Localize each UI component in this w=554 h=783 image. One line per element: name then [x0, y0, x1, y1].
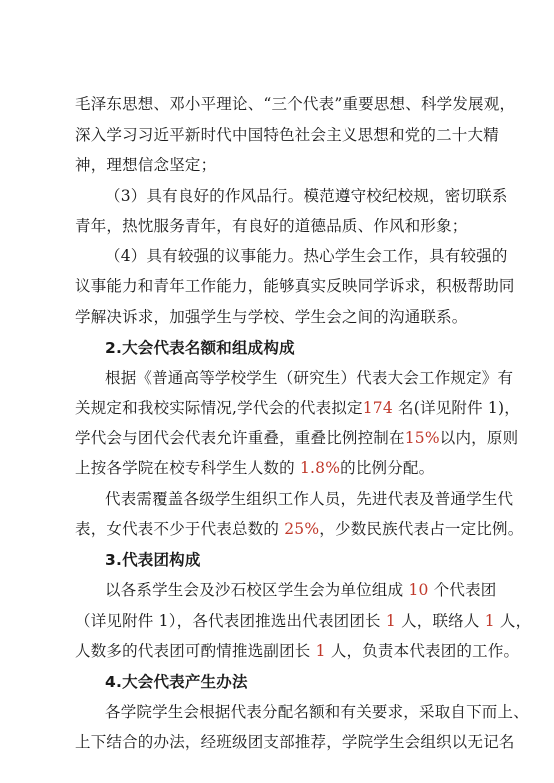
body-line: [75, 458, 481, 478]
body-line: （3）具有良好的作风品行。模范遵守校纪校规，密切联系: [105, 187, 508, 205]
text-fragment: 名(详见附件 1)，: [392, 399, 520, 417]
highlight-value: 10: [408, 581, 429, 599]
body-line: 毛泽东思想、邓小平理论、“三个代表”重要思想、科学发展观，: [75, 95, 516, 113]
body-line: 青年，热忱服务青年，有良好的道德品质、作风和形象；: [75, 217, 468, 235]
body-line: [105, 580, 497, 600]
body-line: 根据《普通高等学校学生（研究生）代表大会工作规定》有: [105, 369, 514, 387]
body-line: 上下结合的办法，经班级团支部推荐，学院学生会组织以无记名: [75, 733, 515, 751]
text-fragment: 人，联络人: [395, 612, 485, 630]
body-line: 神，理想信念坚定；: [75, 156, 217, 174]
text-fragment: （详见附件 1），各代表团推选出代表团团长: [75, 612, 386, 630]
body-line: 各学院学生会根据代表分配名额和有关要求，采取自下而上、: [105, 703, 529, 721]
highlight-value: 1: [315, 642, 326, 660]
body-line: 深入学习习近平新时代中国特色社会主义思想和党的二十大精: [75, 126, 499, 144]
highlight-value: 174: [362, 399, 393, 417]
body-line: [75, 641, 520, 661]
text-fragment: 以内，原则: [439, 429, 519, 447]
text-fragment: ，少数民族代表占一定比例。: [319, 520, 524, 538]
text-fragment: 个代表团: [428, 581, 497, 599]
text-fragment: 上按各学院在校专科学生人数的: [75, 459, 300, 477]
body-line: [75, 519, 524, 539]
highlight-value: 1.8%: [299, 459, 341, 477]
body-line: [75, 428, 519, 448]
text-fragment: 人数多的代表团可酌情推选副团长: [75, 642, 316, 660]
body-line: 学解决诉求，加强学生与学校、学生会之间的沟通联系。: [75, 308, 468, 326]
highlight-value: 1: [484, 612, 495, 630]
section-heading: 3.代表团构成: [105, 551, 201, 569]
text-fragment: 表，女代表不少于代表总数的: [75, 520, 285, 538]
text-fragment: 以各系学生会及沙石校区学生会为单位组成: [105, 581, 409, 599]
highlight-value: 15%: [404, 429, 440, 447]
text-fragment: 人，负责本代表团的工作。: [325, 642, 520, 660]
body-line: [75, 611, 532, 631]
body-line: 议事能力和青年工作能力，能够真实反映同学诉求，积极帮助同: [75, 277, 515, 295]
highlight-value: 25%: [284, 520, 320, 538]
section-heading: 2.大会代表名额和组成构成: [105, 339, 295, 357]
body-line: （4）具有较强的议事能力。热心学生会工作，具有较强的: [105, 247, 508, 265]
section-heading: 4.大会代表产生办法: [105, 673, 248, 691]
text-fragment: 学代会与团代会代表允许重叠，重叠比例控制在: [75, 429, 405, 447]
text-fragment: 的比例分配。: [340, 459, 435, 477]
body-line: 代表需覆盖各级学生组织工作人员，先进代表及普通学生代: [105, 490, 514, 508]
body-line: [75, 398, 520, 418]
text-fragment: 人，: [494, 612, 532, 630]
highlight-value: 1: [385, 612, 396, 630]
text-fragment: 关规定和我校实际情况,学代会的代表拟定: [75, 399, 363, 417]
